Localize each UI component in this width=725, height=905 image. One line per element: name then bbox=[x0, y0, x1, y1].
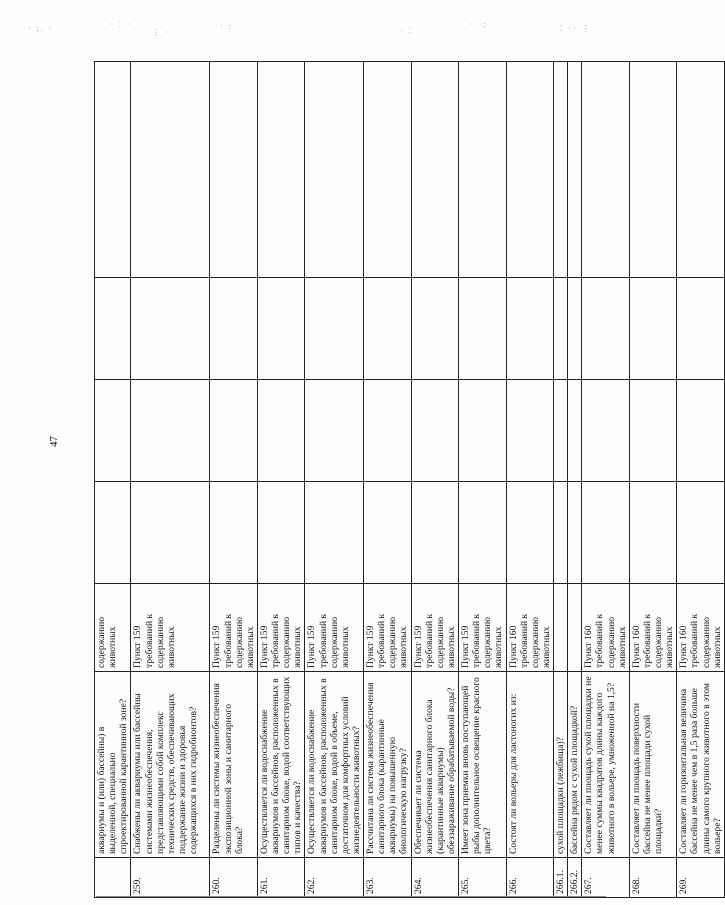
answer-yes-cell bbox=[554, 482, 568, 584]
table-row bbox=[131, 62, 210, 898]
answer-yes-cell bbox=[677, 482, 725, 584]
answer-yes-cell bbox=[459, 482, 507, 584]
requirement-text: Осуществляется ли водоснабжение аквариумов и бассейнов, расположенных в санитарном блоке, водой в объеме, достаточном для комфортных условий жизнедеятельности животных? bbox=[305, 672, 364, 858]
row-number: 269. bbox=[677, 858, 725, 898]
row-number: 266. bbox=[506, 858, 554, 898]
requirement-text: Составляет ли горизонтальная величина бассейна не менее чем в 1,5 раза больше длины самого крупного животного в этом вольере? bbox=[677, 672, 725, 858]
legal-reference bbox=[568, 584, 582, 672]
legal-reference: Пункт 159 требований к содержанию животных bbox=[411, 584, 459, 672]
answer-yes-cell bbox=[506, 482, 554, 584]
answer-no-cell bbox=[210, 380, 258, 482]
note-cell bbox=[677, 62, 725, 278]
row-number: 265. bbox=[459, 858, 507, 898]
requirement-text: Составляет ли площадь поверхности бассейна не менее площади сухой площадки? bbox=[629, 672, 677, 858]
requirement-text: аквариумы и (или) бассейны) в выделенной, специально спроектированной карантинной зоне? bbox=[95, 672, 131, 858]
row-number: 264. bbox=[411, 858, 459, 898]
row-number: 267. bbox=[582, 858, 630, 898]
note-cell bbox=[95, 62, 131, 278]
answer-yes-cell bbox=[210, 482, 258, 584]
answer-yes-cell bbox=[95, 482, 131, 584]
requirement-text: Состоят ли вольеры для ластоногих из: bbox=[506, 672, 554, 858]
answer-yes-cell bbox=[582, 482, 630, 584]
legal-reference: Пункт 160 требований к содержанию животных bbox=[506, 584, 554, 672]
answer-yes-cell bbox=[131, 482, 210, 584]
row-number: 262. bbox=[305, 858, 364, 898]
answer-no-cell bbox=[506, 380, 554, 482]
answer-na-cell bbox=[257, 278, 305, 380]
table-row bbox=[677, 62, 725, 898]
table-row bbox=[210, 62, 258, 898]
requirement-text: сухой площадки (лежбища)? bbox=[554, 672, 568, 858]
legal-reference: Пункт 159 требований к содержанию животных bbox=[459, 584, 507, 672]
answer-no-cell bbox=[411, 380, 459, 482]
row-number: 259. bbox=[131, 858, 210, 898]
answer-na-cell bbox=[677, 278, 725, 380]
row-number: 268. bbox=[629, 858, 677, 898]
page-bottom-rule bbox=[96, 896, 606, 897]
table-row bbox=[629, 62, 677, 898]
answer-na-cell bbox=[568, 278, 582, 380]
requirements-table bbox=[94, 61, 725, 898]
answer-no-cell bbox=[629, 380, 677, 482]
table-row bbox=[305, 62, 364, 898]
answer-yes-cell bbox=[568, 482, 582, 584]
answer-yes-cell bbox=[305, 482, 364, 584]
answer-na-cell bbox=[554, 278, 568, 380]
scan-noise: · ;. · · ⁚ · ⋮ · · : · ⁚ · ·: ⁚ ·· ⋮ bbox=[28, 20, 592, 37]
requirement-text: Разделены ли системы жизнеобеспечения экспозиционной зоны и санитарного блока? bbox=[210, 672, 258, 858]
answer-na-cell bbox=[411, 278, 459, 380]
table-row bbox=[95, 62, 131, 898]
answer-na-cell bbox=[629, 278, 677, 380]
note-cell bbox=[364, 62, 412, 278]
note-cell bbox=[629, 62, 677, 278]
row-number: 263. bbox=[364, 858, 412, 898]
row-number: 266.2. bbox=[568, 858, 582, 898]
answer-yes-cell bbox=[629, 482, 677, 584]
requirement-text: бассейна рядом с сухой площадкой? bbox=[568, 672, 582, 858]
table-row bbox=[554, 62, 568, 898]
table-row bbox=[257, 62, 305, 898]
answer-yes-cell bbox=[364, 482, 412, 584]
answer-na-cell bbox=[506, 278, 554, 380]
legal-reference: Пункт 159 требований к содержанию животных bbox=[210, 584, 258, 672]
table-row bbox=[582, 62, 630, 898]
answer-yes-cell bbox=[257, 482, 305, 584]
legal-reference: Пункт 159 требований к содержанию животных bbox=[364, 584, 412, 672]
legal-reference: Пункт 160 требований к содержанию животных bbox=[582, 584, 630, 672]
table-row bbox=[506, 62, 554, 898]
answer-no-cell bbox=[677, 380, 725, 482]
row-number bbox=[95, 858, 131, 898]
legal-reference: Пункт 160 требований к содержанию животных bbox=[629, 584, 677, 672]
table-row bbox=[459, 62, 507, 898]
note-cell bbox=[210, 62, 258, 278]
requirement-text: Обеспечивает ли система жизнеобеспечения санитарного блока (карантинные аквариумы) обеззараживание обрабатываемой воды? bbox=[411, 672, 459, 858]
table-row bbox=[364, 62, 412, 898]
table-row bbox=[411, 62, 459, 898]
answer-no-cell bbox=[364, 380, 412, 482]
note-cell bbox=[131, 62, 210, 278]
legal-reference: Пункт 159 требований к содержанию животных bbox=[131, 584, 210, 672]
note-cell bbox=[506, 62, 554, 278]
note-cell bbox=[257, 62, 305, 278]
answer-na-cell bbox=[305, 278, 364, 380]
answer-no-cell bbox=[131, 380, 210, 482]
note-cell bbox=[305, 62, 364, 278]
note-cell bbox=[568, 62, 582, 278]
rotated-table-container bbox=[94, 62, 723, 898]
answer-na-cell bbox=[364, 278, 412, 380]
row-number: 260. bbox=[210, 858, 258, 898]
legal-reference: Пункт 160 требований к содержанию животных bbox=[677, 584, 725, 672]
answer-na-cell bbox=[459, 278, 507, 380]
answer-yes-cell bbox=[411, 482, 459, 584]
requirement-text: Имеет зона приемки вновь поступающей рыбы дополнительное освещение красного цвета? bbox=[459, 672, 507, 858]
answer-no-cell bbox=[305, 380, 364, 482]
note-cell bbox=[459, 62, 507, 278]
note-cell bbox=[554, 62, 568, 278]
note-cell bbox=[582, 62, 630, 278]
requirement-text: Составляет ли площадь сухой площадки не менее суммы квадратов длины каждого животного в вольере, умноженной на 1,5? bbox=[582, 672, 630, 858]
answer-na-cell bbox=[95, 278, 131, 380]
table-row bbox=[568, 62, 582, 898]
answer-no-cell bbox=[459, 380, 507, 482]
note-cell bbox=[411, 62, 459, 278]
page-number: 47 bbox=[48, 436, 60, 447]
legal-reference: содержанию животных bbox=[95, 584, 131, 672]
answer-no-cell bbox=[554, 380, 568, 482]
answer-na-cell bbox=[131, 278, 210, 380]
requirement-text: Снабжены ли аквариумы или бассейны системами жизнеобеспечения, представляющими собой комплекс технических средств, обеспечивающих поддержание жизни и здоровья содержащихся в них гидробионтов? bbox=[131, 672, 210, 858]
legal-reference: Пункт 159 требований к содержанию животных bbox=[305, 584, 364, 672]
answer-no-cell bbox=[568, 380, 582, 482]
answer-no-cell bbox=[257, 380, 305, 482]
answer-na-cell bbox=[210, 278, 258, 380]
answer-na-cell bbox=[582, 278, 630, 380]
requirement-text: Рассчитана ли система жизнеобеспечения санитарного блока (карантинные аквариумы) на повышенную биологическую нагрузку? bbox=[364, 672, 412, 858]
answer-no-cell bbox=[95, 380, 131, 482]
row-number: 266.1. bbox=[554, 858, 568, 898]
answer-no-cell bbox=[582, 380, 630, 482]
row-number: 261. bbox=[257, 858, 305, 898]
legal-reference: Пункт 159 требований к содержанию животных bbox=[257, 584, 305, 672]
requirement-text: Осуществляется ли водоснабжение аквариумов и бассейнов, расположенных в санитарном блоке, водой соответствующих типов и качества? bbox=[257, 672, 305, 858]
legal-reference bbox=[554, 584, 568, 672]
